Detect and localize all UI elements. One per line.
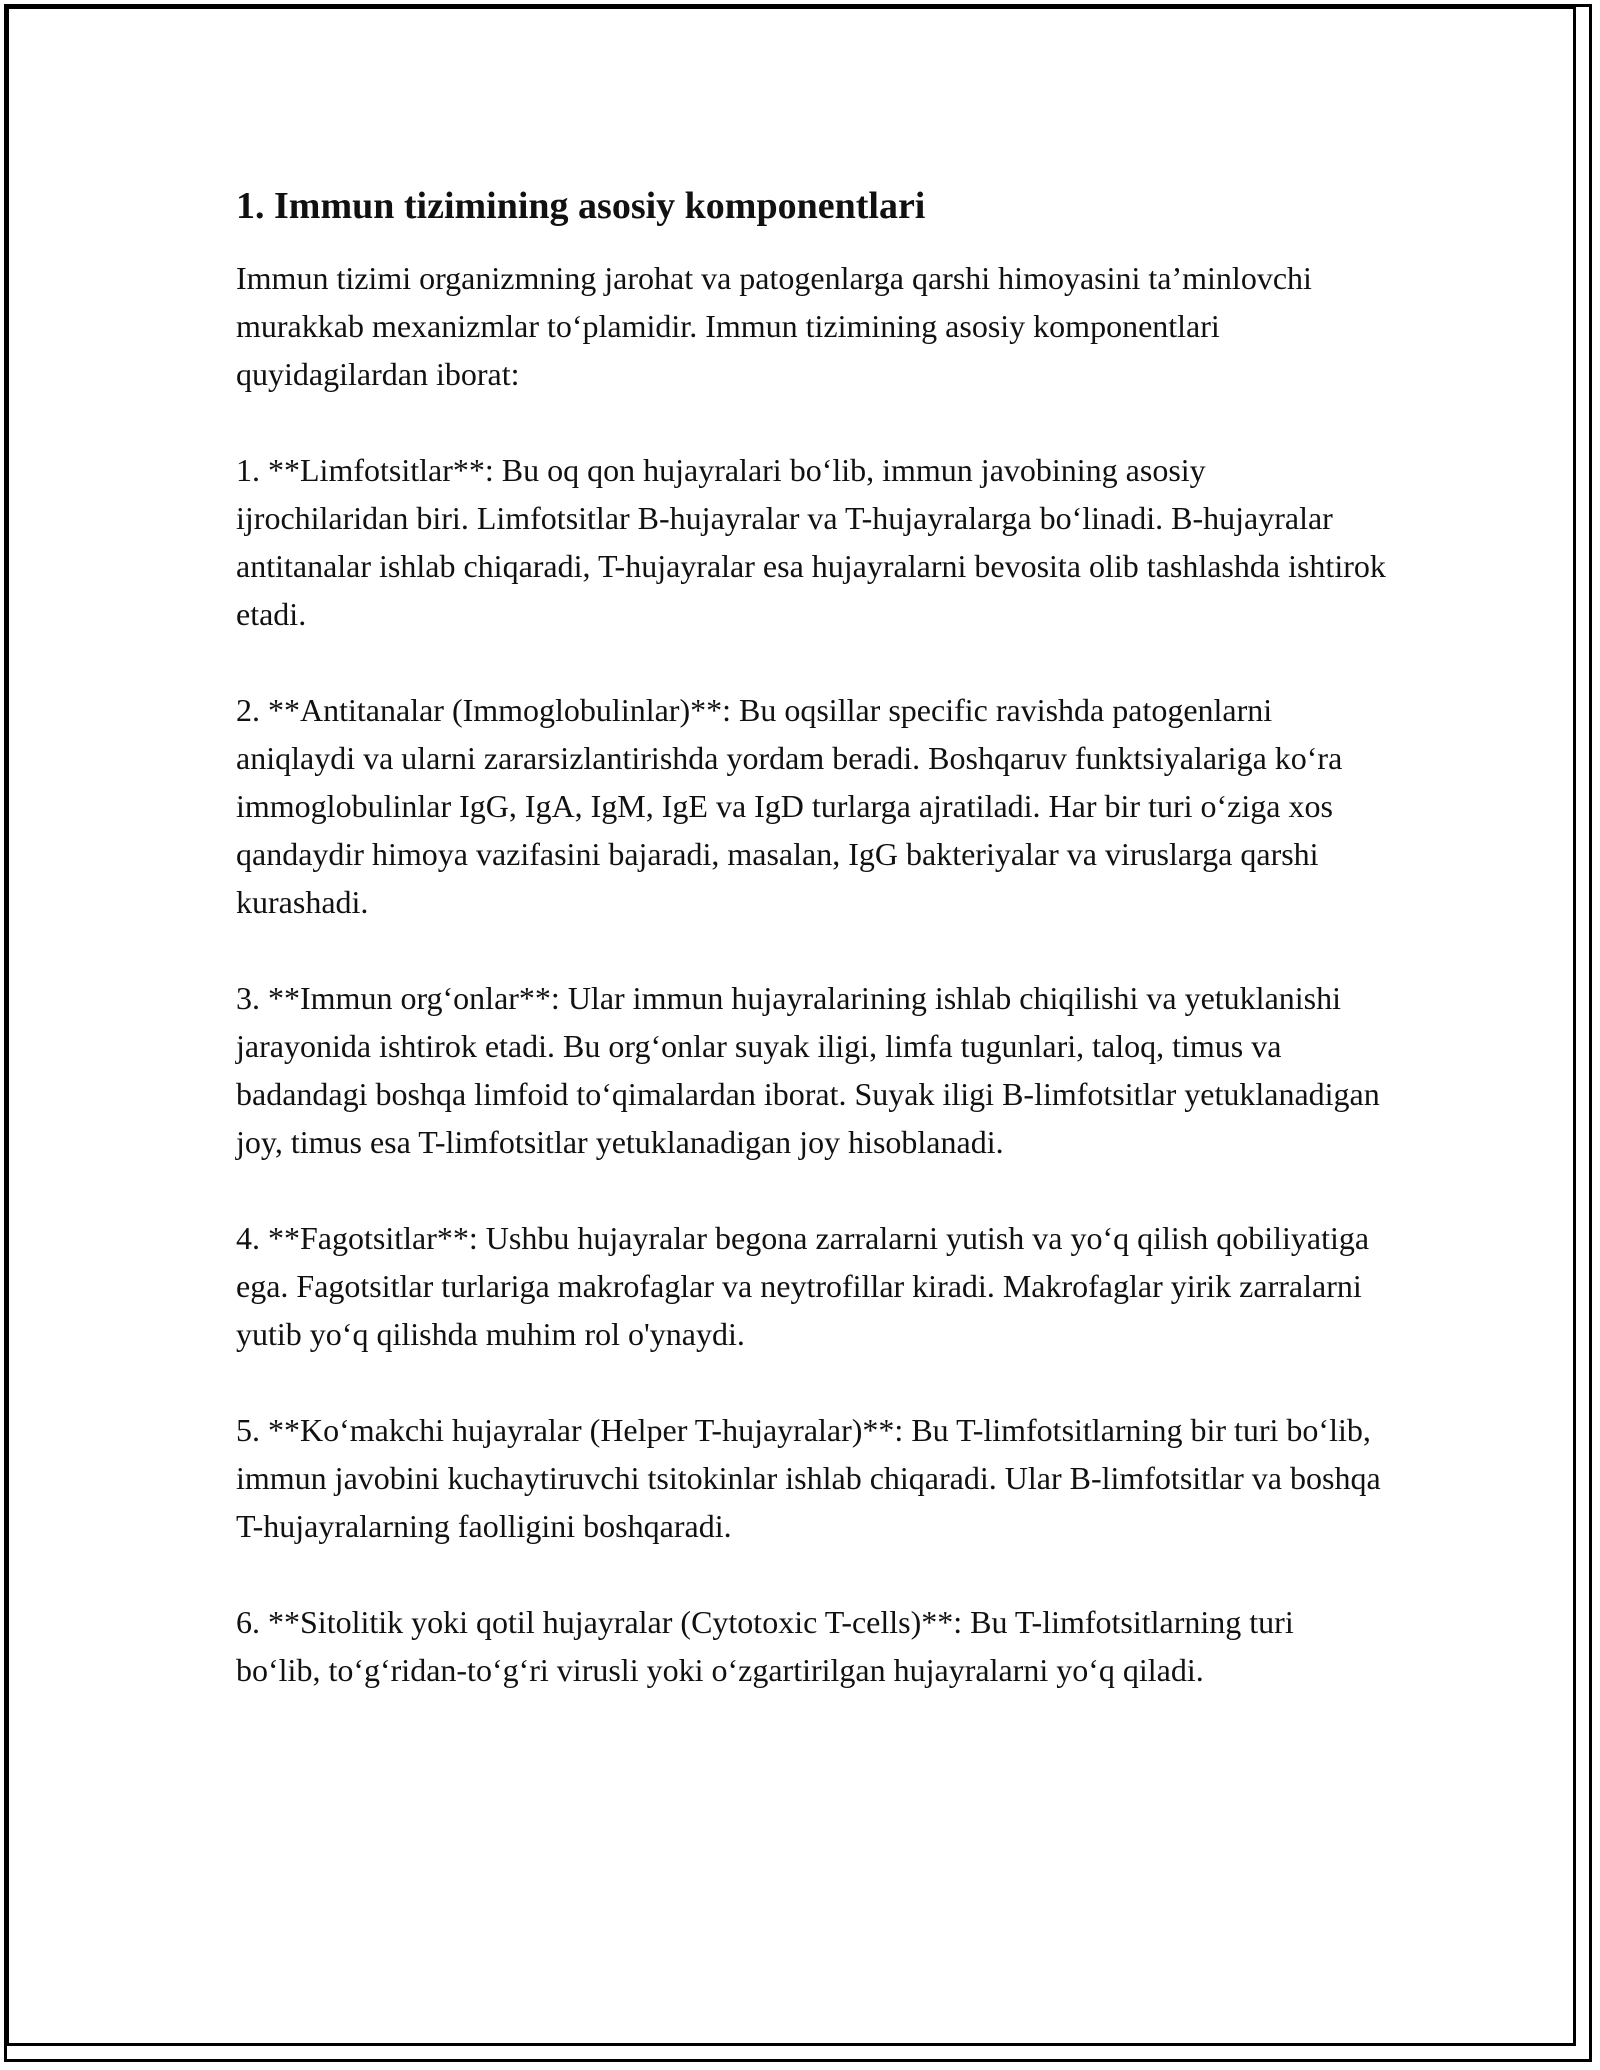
paragraph-limfotsitlar: 1. **Limfotsitlar**: Bu oq qon hujayralari bo‘lib, immun javobining asosiy ijrochilaridan biri. Limfotsitlar B-hujayralar va T-hujayralarga bo‘linadi. B-hujayralar antitanalar ishlab chiqaradi, T-hujayralar esa hujayralarni bevosita olib tashlashda ishtirok etadi. <box>236 452 1386 632</box>
paragraph-sitolitik-hujayralar: 6. **Sitolitik yoki qotil hujayralar (Cytotoxic T-cells)**: Bu T-limfotsitlarning turi bo‘lib, to‘g‘ridan-to‘g‘ri virusli yoki o‘zgartirilgan hujayralarni yo‘q qiladi. <box>236 1604 1294 1688</box>
document-title: 1. Immun tizimining asosiy komponentlari <box>236 185 926 227</box>
intro-paragraph: Immun tizimi organizmning jarohat va patogenlarga qarshi himoyasini ta’minlovchi murakkab mexanizmlar to‘plamidir. Immun tizimining asosiy komponentlari quyidagilardan iborat: <box>236 260 1312 392</box>
paragraph-fagotsitlar: 4. **Fagotsitlar**: Ushbu hujayralar begona zarralarni yutish va yo‘q qilish qobiliyatiga ega. Fagotsitlar turlariga makrofaglar va neytrofillar kiradi. Makrofaglar yirik zarralarni yutib yo‘q qilishda muhim rol o'ynaydi. <box>236 1220 1370 1352</box>
paragraph-immun-organlar: 3. **Immun org‘onlar**: Ular immun hujayralarining ishlab chiqilishi va yetuklanishi jarayonida ishtirok etadi. Bu org‘onlar suyak iligi, limfa tugunlari, taloq, timus va badandagi boshqa limfoid to‘qimalardan iborat. Suyak iligi B-limfotsitlar yetuklanadigan joy, timus esa T-limfotsitlar yetuklanadigan joy hisoblanadi. <box>236 980 1380 1160</box>
paragraph-komakchi-hujayralar: 5. **Ko‘makchi hujayralar (Helper T-hujayralar)**: Bu T-limfotsitlarning bir turi bo‘lib, immun javobini kuchaytiruvchi tsitokinlar ishlab chiqaradi. Ular B-limfotsitlar va boshqa T-hujayralarning faolligini boshqaradi. <box>236 1412 1381 1544</box>
document-body <box>236 182 1386 1694</box>
paragraph-antitanalar: 2. **Antitanalar (Immoglobulinlar)**: Bu oqsillar specific ravishda patogenlarni aniqlaydi va ularni zararsizlantirishda yordam beradi. Boshqaruv funktsiyalariga ko‘ra immoglobulinlar IgG, IgA, IgM, IgE va IgD turlarga ajratiladi. Har bir turi o‘ziga xos qandaydir himoya vazifasini bajaradi, masalan, IgG bakteriyalar va viruslarga qarshi kurashadi. <box>236 692 1343 920</box>
